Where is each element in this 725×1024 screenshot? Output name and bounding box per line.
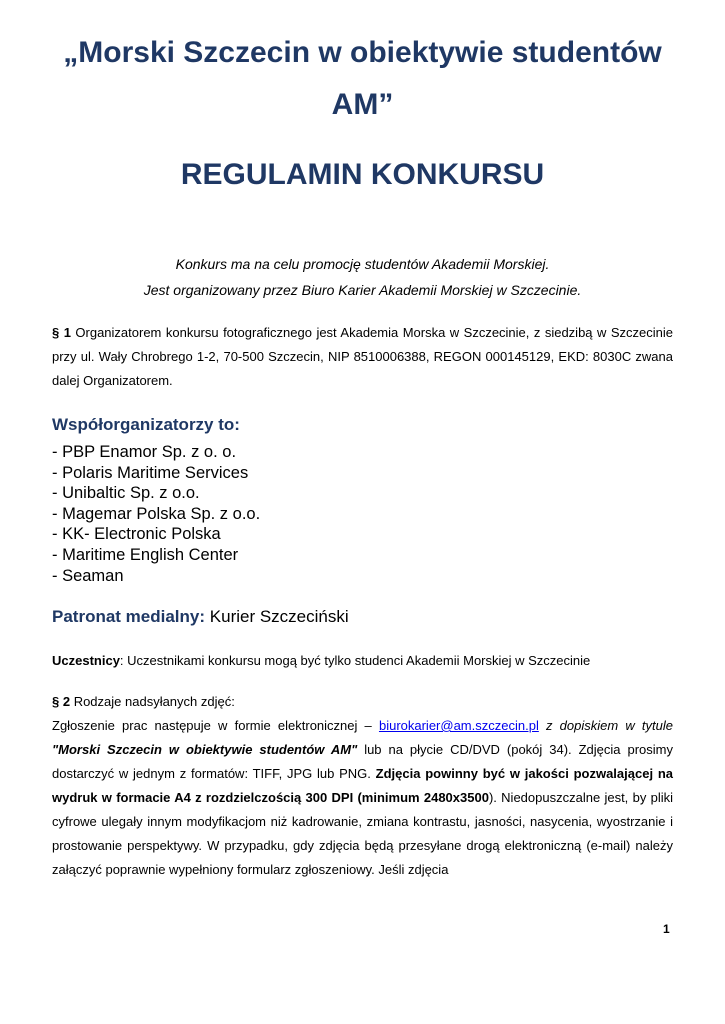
participants-label: Uczestnicy: [52, 653, 120, 668]
section-2-text-end: ). Niedopuszczalne jest, by pliki cyfrowe ulegały innym modyfikacjom niż kadrowanie, zmiana kontrastu, jasności, nasycenia, wyostrzanie i prostowanie perspektywy. W przypadku, gdy zdjęcia będą przesyłane drogą elektroniczną (e-mail) należy załączyć poprawnie wypełniony formularz zgłoszeniowy. Jeśli zdjęcia: [52, 790, 673, 877]
section-1-text: Organizatorem konkursu fotograficznego jest Akademia Morska w Szczecinie, z siedzibą w Szczecinie przy ul. Wały Chrobrego 1-2, 70-500 Szczecin, NIP 8510006388, REGON 000145129, EKD: 8030C zwana dalej Organizatorem.: [52, 325, 673, 388]
participants-text: : Uczestnikami konkursu mogą być tylko studenci Akademii Morskiej w Szczecinie: [119, 653, 591, 668]
section-2-title: Rodzaje nadsyłanych zdjęć:: [70, 694, 235, 709]
coorganizers-list: [52, 442, 260, 586]
document-title-line-1: „Morski Szczecin w obiektywie studentów: [63, 36, 662, 69]
intro-line-1: Konkurs ma na celu promocję studentów Akademii Morskiej.: [175, 256, 550, 272]
media-patronage: [52, 606, 349, 628]
list-item: - Magemar Polska Sp. z o.o.: [52, 504, 261, 523]
section-1-paragraph: [52, 321, 673, 393]
list-item: - Polaris Maritime Services: [52, 463, 249, 482]
section-2-paragraph: [52, 714, 673, 882]
section-2-heading: [52, 693, 235, 711]
media-patronage-label: Patronat medialny:: [52, 607, 206, 626]
email-link[interactable]: biurokarier@am.szczecin.pl: [378, 718, 539, 733]
section-2-text-start: Zgłoszenie prac następuje w formie elektronicznej –: [52, 718, 379, 733]
participants-line: [52, 652, 590, 670]
list-item: - KK- Electronic Polska: [52, 525, 221, 544]
section-1-marker: § 1: [52, 325, 71, 340]
document-title-line-2: AM”: [331, 88, 394, 121]
intro-line-2: Jest organizowany przez Biuro Karier Akademii Morskiej w Szczecinie.: [143, 282, 582, 298]
list-item: - Unibaltic Sp. z o.o.: [52, 484, 200, 503]
list-item: - PBP Enamor Sp. z o. o.: [52, 443, 237, 461]
document-subtitle: REGULAMIN KONKURSU: [180, 158, 545, 191]
coorganizers-heading: Współorganizatorzy to:: [52, 415, 240, 434]
section-2-text-mid: lub na płycie CD/DVD (pokój 34). Zdjęcia prosimy dostarczyć w jednym z formatów: TIFF, JPG lub PNG.: [52, 742, 673, 781]
section-2-text-italic: z dopiskiem w tytule: [538, 718, 673, 733]
media-patronage-value: Kurier Szczeciński: [205, 607, 349, 626]
contest-title-quote: "Morski Szczecin w obiektywie studentów AM": [52, 742, 358, 757]
quality-requirement: Zdjęcia powinny być w jakości pozwalającej na wydruk w formacie A4 z rozdzielczością 300 DPI (minimum 2480x3500: [52, 766, 673, 805]
page-number: 1: [663, 922, 670, 936]
list-item: - Seaman: [52, 566, 124, 585]
section-2-marker: § 2: [52, 694, 71, 709]
list-item: - Maritime English Center: [52, 545, 239, 564]
